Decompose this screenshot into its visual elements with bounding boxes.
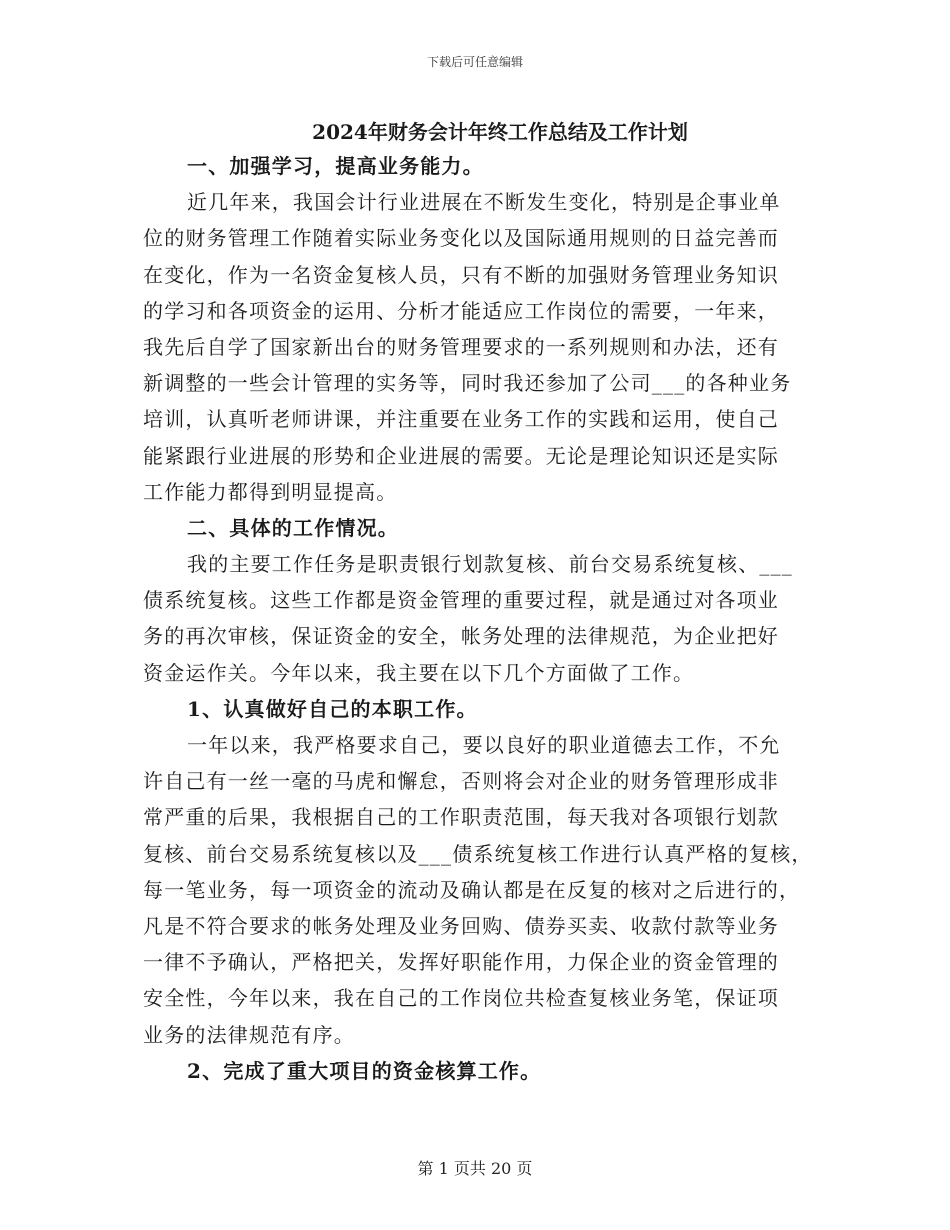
header-note: 下载后可任意编辑 (426, 55, 523, 69)
paragraph-line: 新调整的一些会计管理的实务等，同时我还参加了公司___的各种业务 (143, 371, 792, 396)
section-heading: 二、具体的工作情况。 (187, 515, 399, 540)
paragraph-line: 每一笔业务，每一项资金的流动及确认都是在反复的核对之后进行的， (143, 877, 801, 902)
paragraph-line: 的学习和各项资金的运用、分析才能适应工作岗位的需要，一年来， (143, 298, 779, 323)
paragraph-line: 业务的法律规范有序。 (143, 1022, 355, 1047)
paragraph-line: 资金运作关。今年以来，我主要在以下几个方面做了工作。 (143, 660, 695, 685)
paragraph-line: 常严重的后果，我根据自己的工作职责范围，每天我对各项银行划款 (143, 805, 779, 830)
paragraph-line: 培训，认真听老师讲课，并注重要在业务工作的实践和运用，使自己 (143, 407, 779, 432)
paragraph-line: 位的财务管理工作随着实际业务变化以及国际通用规则的日益完善而 (143, 226, 779, 251)
paragraph-line: 凡是不符合要求的帐务处理及业务回购、债券买卖、收款付款等业务 (143, 913, 779, 938)
section-heading: 1、认真做好自己的本职工作。 (187, 696, 478, 721)
paragraph-line: 我先后自学了国家新出台的财务管理要求的一系列规则和办法，还有 (143, 334, 779, 359)
paragraph-line: 安全性，今年以来，我在自己的工作岗位共检查复核业务笔，保证项 (143, 986, 779, 1011)
paragraph-line: 债系统复核。这些工作都是资金管理的重要过程，就是通过对各项业 (143, 588, 779, 613)
paragraph-line: 能紧跟行业进展的形势和企业进展的需要。无论是理论知识还是实际 (143, 443, 779, 468)
section-heading: 2、完成了重大项目的资金核算工作。 (187, 1058, 542, 1083)
paragraph-line: 在变化，作为一名资金复核人员，只有不断的加强财务管理业务知识 (143, 262, 779, 287)
paragraph-line: 务的再次审核，保证资金的安全，帐务处理的法律规范，为企业把好 (143, 624, 779, 649)
section-heading: 一、加强学习，提高业务能力。 (187, 154, 484, 178)
paragraph-line: 许自己有一丝一毫的马虎和懈怠，否则将会对企业的财务管理形成非 (143, 769, 779, 794)
document-body (143, 148, 823, 1089)
page-footer: 第 1 页共 20 页 (417, 1159, 533, 1178)
paragraph-line: 我的主要工作任务是职责银行划款复核、前台交易系统复核、___ (187, 552, 793, 577)
paragraph-line: 复核、前台交易系统复核以及___债系统复核工作进行认真严格的复核， (143, 841, 813, 866)
paragraph-line: 一律不予确认，严格把关，发挥好职能作用，力保企业的资金管理的 (143, 950, 779, 975)
document-title: 2024年财务会计年终工作总结及工作计划 (312, 120, 688, 144)
paragraph-line: 一年以来，我严格要求自己，要以良好的职业道德去工作，不允 (187, 733, 781, 757)
paragraph-line: 工作能力都得到明显提高。 (143, 479, 398, 504)
paragraph-line: 近几年来，我国会计行业进展在不断发生变化，特别是企事业单 (187, 190, 781, 215)
